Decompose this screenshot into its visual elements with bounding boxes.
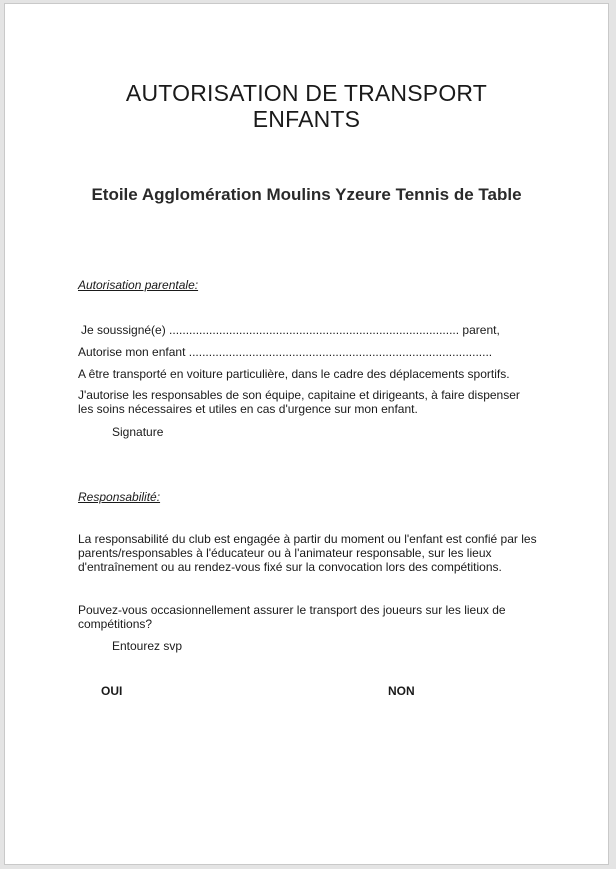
option-oui: OUI <box>101 684 123 698</box>
club-name: Etoile Agglomération Moulins Yzeure Tennis de Table <box>91 185 522 204</box>
title-line-2: ENFANTS <box>252 106 361 132</box>
title-line-1: AUTORISATION DE TRANSPORT <box>125 80 488 106</box>
document-title <box>5 80 608 132</box>
signature-label: Signature <box>112 425 164 439</box>
document-page <box>4 3 609 865</box>
transport-question: Pouvez-vous occasionnellement assurer le transport des joueurs sur les lieux de compétitions? <box>78 603 506 631</box>
option-non: NON <box>388 684 415 698</box>
responsabilite-paragraph: La responsabilité du club est engagée à partir du moment ou l'enfant est confié par les parents/responsables à l'éducateur ou à l'animateur responsable, sur les lieux d'entraînement ou au rendez-vous fixé sur la convocation lors des compétitions. <box>78 532 537 574</box>
instruction-entourez: Entourez svp <box>112 639 183 653</box>
section-heading-responsabilite: Responsabilité: <box>78 490 161 504</box>
line-soussigne: Je soussigné(e) ....................................................................................... parent, <box>81 323 500 337</box>
line-soins: J'autorise les responsables de son équipe, capitaine et dirigeants, à faire dispenser les soins nécessaires et utiles en cas d'urgence sur mon enfant. <box>78 388 520 416</box>
line-transport: A être transporté en voiture particulière, dans le cadre des déplacements sportifs. <box>78 367 510 381</box>
section-heading-autorisation: Autorisation parentale: <box>78 278 199 292</box>
line-autorise: Autorise mon enfant ........................................................................................... <box>78 345 493 359</box>
